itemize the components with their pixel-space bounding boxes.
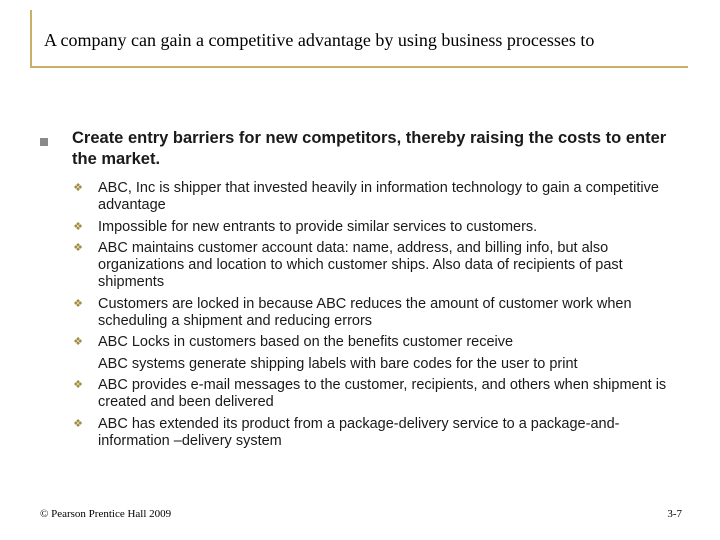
list-item-text: Customers are locked in because ABC reduces the amount of customer work when scheduling a shipment and reducing errors — [98, 295, 632, 330]
diamond-bullet-icon: ❖ — [73, 417, 83, 430]
diamond-bullet-icon: ❖ — [73, 297, 83, 310]
diamond-bullet-icon: ❖ — [73, 336, 83, 349]
list-item-text: ABC, Inc is shipper that invested heavily in information technology to gain a competitive advantage — [98, 180, 659, 214]
title-frame-vertical-line — [30, 10, 32, 67]
list-item-text: ABC maintains customer account data: name, address, and billing info, but also organizations and location to which customer ships. Also data of recipients of past shipments — [98, 239, 623, 291]
slide-title: A company can gain a competitive advantage by using business processes to — [44, 30, 595, 50]
list-item-text: ABC provides e-mail messages to the customer, recipients, and others when shipment is created and been delivered — [98, 376, 667, 411]
list-item — [0, 219, 678, 236]
list-item-text: Impossible for new entrants to provide similar services to customers. — [98, 218, 538, 235]
list-item-text: ABC Locks in customers based on the benefits customer receive — [98, 334, 514, 351]
square-bullet-icon — [40, 138, 48, 146]
list-item-text: ABC has extended its product from a package-delivery service to a package-and-information –delivery system — [98, 415, 620, 449]
list-item — [0, 356, 678, 373]
list-item-text: ABC systems generate shipping labels with bare codes for the user to print — [98, 355, 578, 372]
list-item — [0, 180, 678, 215]
diamond-bullet-icon: ❖ — [73, 182, 83, 194]
page-number: 3-7 — [667, 508, 682, 520]
list-item — [0, 296, 678, 331]
list-item — [0, 416, 678, 451]
title-frame-horizontal-line — [30, 66, 688, 68]
diamond-bullet-icon: ❖ — [73, 241, 83, 254]
list-item — [0, 334, 678, 351]
sub-bullet-list — [0, 180, 720, 450]
footer-copyright: © Pearson Prentice Hall 2009 — [40, 508, 172, 520]
diamond-bullet-icon: ❖ — [73, 378, 83, 391]
diamond-bullet-icon: ❖ — [73, 220, 83, 233]
main-bullet-text: Create entry barriers for new competitors, thereby raising the costs to enter the market. — [72, 129, 667, 168]
list-item — [0, 377, 678, 412]
list-item — [0, 240, 678, 292]
